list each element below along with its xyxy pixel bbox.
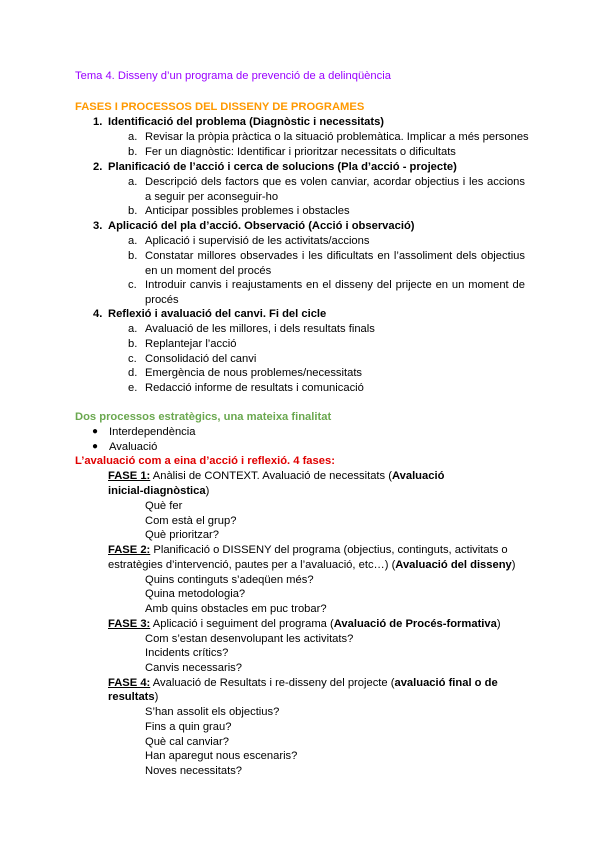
bullet-icon: ●: [92, 441, 99, 452]
step-label: Aplicació del pla d’acció. Observació (Acció i observació): [108, 220, 415, 232]
list-item: Constatar millores observades i les dificultats en l’assoliment dels objectius en un moment del procés: [145, 250, 525, 277]
question-item: Com s’estan desenvolupant les activitats?: [145, 633, 354, 645]
list-item: Introduir canvis i reajustaments en el disseny del prijecte en un moment de procés: [145, 279, 525, 306]
step-label: Identificació del problema (Diagnòstic i necessitats): [108, 116, 385, 128]
phase-evaluation: Avaluació del disseny: [395, 559, 512, 571]
bullet-item: Avaluació: [109, 441, 158, 453]
item-letter: a.: [128, 176, 138, 188]
question-item: Canvis necessaris?: [145, 662, 243, 674]
list-item: Redacció informe de resultats i comunicació: [145, 382, 364, 394]
section-heading-avaluacio: L’avaluació com a eina d’acció i reflexió. 4 fases:: [75, 455, 335, 467]
question-item: Què fer: [145, 500, 183, 512]
phase-evaluation: Avaluació: [391, 470, 445, 482]
phase-label: FASE 4:: [108, 677, 151, 689]
list-item: Revisar la pròpia pràctica o la situació problemàtica. Implicar a més persones: [145, 131, 529, 143]
step-number: 2.: [93, 161, 103, 173]
question-item: Com està el grup?: [145, 515, 237, 527]
phase-line: [108, 617, 501, 632]
question-item: Han aparegut nous escenaris?: [145, 750, 298, 762]
phase-text: ): [205, 485, 210, 497]
question-item: Quins continguts s’adeqüen més?: [145, 574, 314, 586]
step-number: 1.: [93, 116, 103, 128]
question-item: Incidents crítics?: [145, 647, 229, 659]
question-item: Què prioritzar?: [145, 529, 219, 541]
phase-text: ): [511, 559, 516, 571]
phase-text: Planificació o DISSENY del programa (objectius, continguts, activitats o: [150, 544, 508, 556]
item-letter: a.: [128, 323, 138, 335]
item-letter: a.: [128, 131, 138, 143]
list-item: Consolidació del canvi: [145, 353, 257, 365]
phase-evaluation: avaluació final o de: [394, 677, 498, 689]
phase-text: ): [496, 618, 501, 630]
phase-text: Avaluació de Resultats i re-disseny del projecte (: [150, 677, 395, 689]
phase-line: [108, 558, 516, 573]
step-label: Reflexió i avaluació del canvi. Fi del cicle: [108, 308, 327, 320]
phase-line: [108, 543, 508, 558]
section-heading-processos: Dos processos estratègics, una mateixa finalitat: [75, 411, 332, 423]
list-item: Avaluació de les millores, i dels resultats finals: [145, 323, 375, 335]
question-item: Amb quins obstacles em puc trobar?: [145, 603, 327, 615]
step-label: Planificació de l’acció i cerca de solucions (Pla d’acció - projecte): [108, 161, 457, 173]
question-item: Noves necessitats?: [145, 765, 243, 777]
phase-line: [108, 484, 209, 499]
question-item: Quina metodologia?: [145, 588, 246, 600]
phase-line: [108, 469, 444, 484]
item-letter: d.: [128, 367, 138, 379]
phase-text: Aplicació i seguiment del programa (: [150, 618, 334, 630]
item-letter: b.: [128, 338, 138, 350]
phase-text: estratègies d’intervenció, pautes per a l’avaluació, etc…) (: [108, 559, 396, 571]
phase-label: FASE 1:: [108, 470, 151, 482]
phase-label: FASE 2:: [108, 544, 151, 556]
question-item: Què cal canviar?: [145, 736, 229, 748]
item-letter: b.: [128, 205, 138, 217]
phase-line: [108, 690, 158, 705]
phase-line: [108, 676, 498, 691]
item-letter: c.: [128, 353, 137, 365]
list-item: Replantejar l’acció: [145, 338, 237, 350]
item-letter: a.: [128, 235, 138, 247]
question-item: Fins a quin grau?: [145, 721, 232, 733]
item-letter: c.: [128, 279, 137, 291]
phase-label: FASE 3:: [108, 618, 151, 630]
phase-evaluation: resultats: [108, 691, 155, 703]
step-number: 3.: [93, 220, 103, 232]
list-item: Aplicació i supervisió de les activitats/accions: [145, 235, 370, 247]
item-letter: b.: [128, 250, 138, 262]
bullet-icon: ●: [92, 426, 99, 437]
item-letter: b.: [128, 146, 138, 158]
list-item: Emergència de nous problemes/necessitats: [145, 367, 363, 379]
phase-text: ): [154, 691, 159, 703]
bullet-item: Interdependència: [109, 426, 196, 438]
item-letter: e.: [128, 382, 138, 394]
list-item: Anticipar possibles problemes i obstacles: [145, 205, 350, 217]
list-item: Descripció dels factors que es volen canviar, acordar objectius i les accions a seguir per aconseguir-ho: [145, 176, 525, 203]
page-title: Tema 4. Disseny d’un programa de prevenció de a delinqüència: [75, 70, 391, 82]
step-number: 4.: [93, 308, 103, 320]
phase-text: Anàlisi de CONTEXT. Avaluació de necessitats (: [150, 470, 392, 482]
question-item: S’han assolit els objectius?: [145, 706, 280, 718]
phase-evaluation: inicial-diagnòstica: [108, 485, 206, 497]
phase-evaluation: Avaluació de Procés-formativa: [333, 618, 497, 630]
section-heading-fases: FASES I PROCESSOS DEL DISSENY DE PROGRAMES: [75, 101, 365, 113]
list-item: Fer un diagnòstic: Identificar i prioritzar necessitats o dificultats: [145, 146, 456, 158]
